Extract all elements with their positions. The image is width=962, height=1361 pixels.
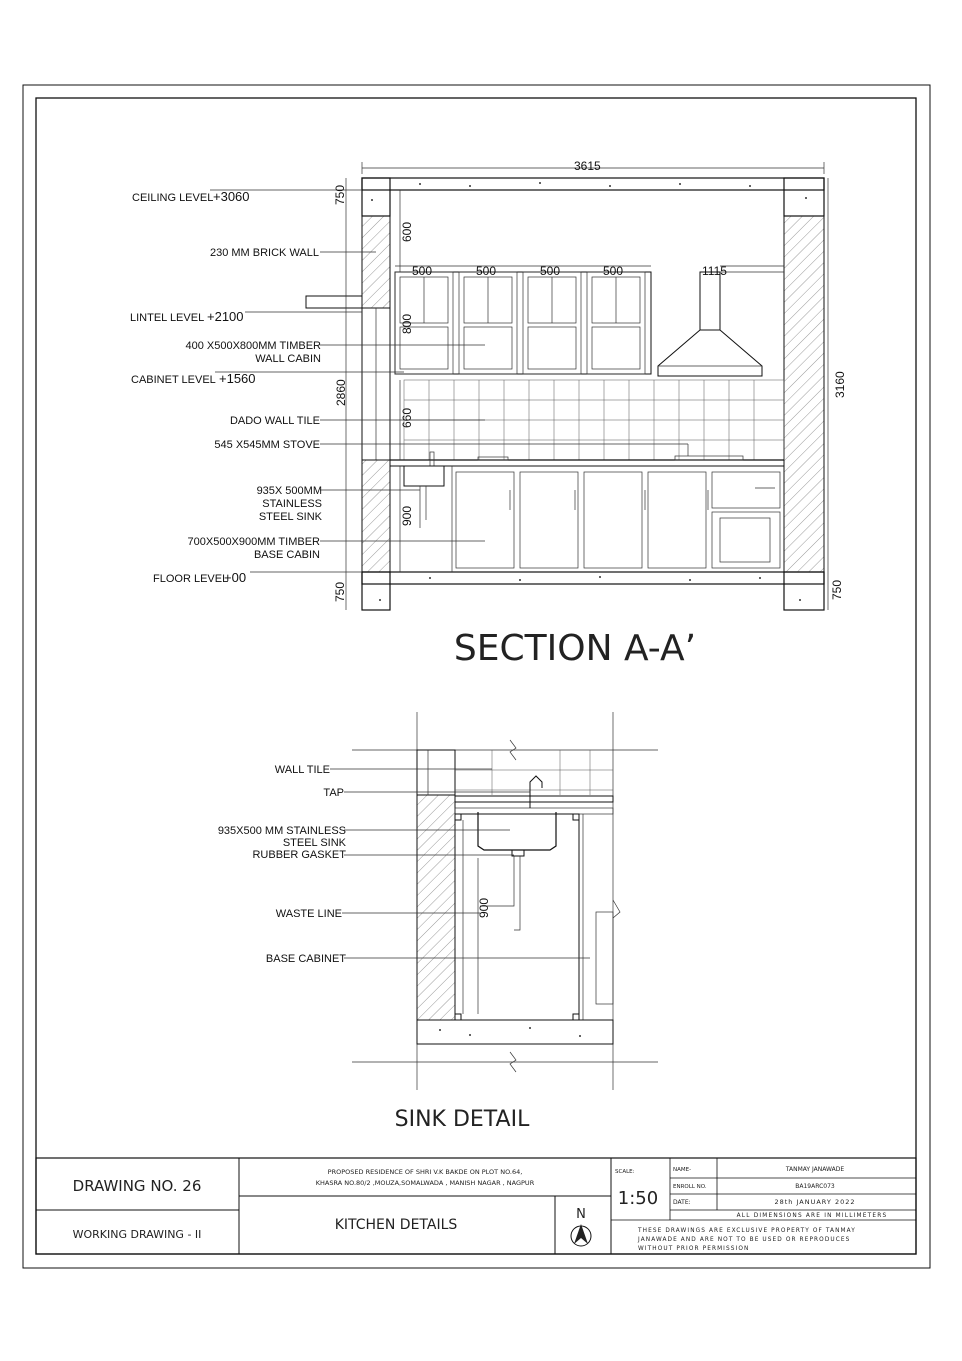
level-cabinet-value: +1560 — [219, 371, 256, 386]
dim-upper-gap: 600 — [400, 221, 414, 242]
floor-slab — [362, 572, 824, 584]
dim-wall-cabin-height: 800 — [400, 313, 414, 334]
dim-top-wall: 750 — [333, 184, 347, 205]
label-wall-cabin-1: 400 X500X800MM TIMBER — [185, 340, 321, 352]
label-sink-2: STAINLESS — [262, 498, 322, 510]
left-wall-lower — [362, 460, 390, 572]
dimensions-note: ALL DIMENSIONS ARE IN MILLIMETERS — [736, 1213, 888, 1219]
scale-label: SCALE: — [615, 1169, 635, 1175]
dim-bottom-wall: 750 — [333, 581, 347, 602]
drawing-number: DRAWING NO. 26 — [72, 1177, 202, 1195]
level-lintel-label: LINTEL LEVEL — [130, 312, 205, 324]
level-cabinet-label: CABINET LEVEL — [131, 374, 216, 386]
date-label: DATE: — [673, 1199, 691, 1206]
left-wall-top-block — [362, 178, 390, 216]
project-line-1: PROPOSED RESIDENCE OF SHRI V.K BAKDE ON PLOT NO.64, — [327, 1168, 523, 1176]
right-brick-wall — [784, 216, 824, 572]
north-arrow-icon — [571, 1224, 591, 1246]
label-waste-line: WASTE LINE — [275, 908, 342, 920]
enroll-label: ENROLL NO. — [673, 1184, 707, 1190]
north-label: N — [576, 1207, 586, 1222]
label-stove: 545 X545MM STOVE — [214, 439, 320, 451]
level-ceiling-value: +3060 — [213, 189, 250, 204]
base-cabinets — [390, 466, 784, 572]
dim-dado-height: 660 — [400, 407, 414, 428]
label-dado: DADO WALL TILE — [229, 415, 320, 427]
label-gasket: RUBBER GASKET — [252, 849, 346, 861]
label-base-cabin-1: 700X500X900MM TIMBER — [187, 536, 320, 548]
section-title: SECTION A-A’ — [453, 628, 697, 669]
scale-value: 1:50 — [617, 1188, 659, 1209]
left-brick-wall — [362, 216, 390, 308]
sink-detail-wall — [417, 795, 455, 1020]
label-base-cabin-2: BASE CABIN — [253, 549, 320, 561]
level-ceiling-label: CEILING LEVEL — [132, 192, 214, 204]
working-drawing: WORKING DRAWING - II — [72, 1228, 202, 1241]
sink-detail-drawing — [330, 712, 658, 1090]
sheet-title: KITCHEN DETAILS — [334, 1217, 458, 1233]
level-lintel-value: +2100 — [207, 309, 244, 324]
sink-detail-title: SINK DETAIL — [394, 1107, 530, 1132]
label-sink-1: 935X 500MM — [256, 485, 322, 497]
dim-cabin-width-4: 500 — [603, 264, 624, 278]
dim-floor-to-lintel: 2860 — [334, 379, 348, 406]
level-floor-value: +00 — [224, 570, 247, 585]
dim-overall-height: 3160 — [833, 371, 847, 398]
sink-detail-tap — [530, 776, 542, 808]
sink-detail-floor — [417, 1020, 613, 1044]
sink-detail-basin — [478, 812, 556, 850]
label-sd-sink-2: STEEL SINK — [282, 837, 346, 849]
dim-cabin-width-1: 500 — [412, 264, 433, 278]
dim-cabin-width-3: 500 — [540, 264, 561, 278]
label-sink-3: STEEL SINK — [258, 511, 322, 523]
project-line-2: KHASRA NO.80/2 ,MOUZA,SOMALWADA , MANISH NAGAR , NAGPUR — [315, 1179, 535, 1187]
dim-cabin-width-2: 500 — [476, 264, 497, 278]
ceiling-slab — [362, 178, 824, 190]
name-label: NAME- — [673, 1167, 692, 1173]
section-dimensions — [346, 162, 828, 610]
dim-overall-width: 3615 — [574, 159, 601, 173]
label-wall-cabin-2: WALL CABIN — [255, 353, 321, 365]
enroll-value: BA19ARC073 — [795, 1183, 835, 1190]
sink-detail-dim-900: 900 — [477, 897, 491, 918]
label-base-cabinet: BASE CABINET — [265, 953, 346, 965]
name-value: TANMAY JANAWADE — [785, 1166, 845, 1173]
sink-detail-cabinet — [455, 814, 579, 1020]
dim-bottom-right: 750 — [830, 579, 844, 600]
label-tap: TAP — [323, 787, 344, 799]
label-wall-tile: WALL TILE — [274, 764, 330, 776]
dim-hood-width: 1115 — [702, 264, 727, 278]
label-brick-wall: 230 MM BRICK WALL — [209, 247, 319, 259]
wall-cabinets — [395, 272, 651, 374]
lintel-chajja — [306, 296, 362, 308]
label-sd-sink-1: 935X500 MM STAINLESS — [217, 825, 346, 837]
copyright-line-2: JANAWADE AND ARE NOT TO BE USED OR REPRODUCES — [638, 1237, 851, 1243]
copyright-line-1: THESE DRAWINGS ARE EXCLUSIVE PROPERTY OF TANMAY — [638, 1228, 856, 1234]
date-value: 28th JANUARY 2022 — [774, 1198, 856, 1206]
chimney-hood — [658, 266, 784, 376]
dim-base-cabin-height: 900 — [400, 505, 414, 526]
copyright-line-3: WITHOUT PRIOR PERMISSION — [638, 1246, 750, 1252]
level-floor-label: FLOOR LEVEL — [153, 573, 229, 585]
